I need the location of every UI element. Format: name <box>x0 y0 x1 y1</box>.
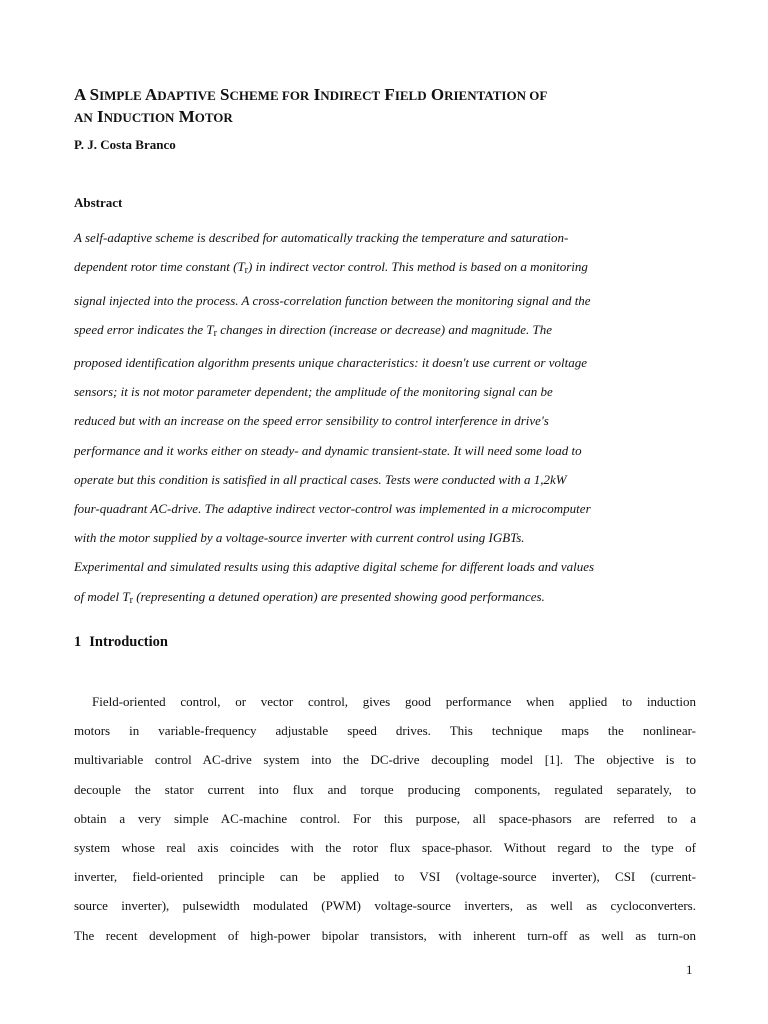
intro-line: motors in variable-frequency adjustable speed drives. This technique maps the nonlinear- <box>74 723 696 739</box>
intro-line: obtain a very simple AC-machine control. For this purpose, all space-phasors are referred to a <box>74 810 696 826</box>
intro-line: Field-oriented control, or vector control, gives good performance when applied to induction <box>92 694 696 709</box>
paper-title: A SIMPLE ADAPTIVE SCHEME FOR INDIRECT FIELD ORIENTATION OF AN INDUCTION MOTOR <box>74 85 548 126</box>
author-name: P. J. Costa Branco <box>74 137 176 152</box>
abstract-line: operate but this condition is satisfied in all practical cases. Tests were conducted with a 1,2kW <box>74 471 567 487</box>
section-heading-introduction <box>74 634 168 651</box>
intro-line: source inverter), pulsewidth modulated (PWM) voltage-source inverters, as well as cycloconverters. <box>74 898 696 914</box>
abstract-line: sensors; it is not motor parameter dependent; the amplitude of the monitoring signal can be <box>74 384 553 400</box>
abstract-line: Experimental and simulated results using this adaptive digital scheme for different loads and values <box>74 559 595 575</box>
abstract-line: four-quadrant AC-drive. The adaptive indirect vector-control was implemented in a microcomputer <box>74 501 591 517</box>
page-number: 1 <box>686 962 693 977</box>
rotor-time-constant-symbol: $T_r$ <box>206 321 217 339</box>
section-title: Introduction <box>89 634 168 650</box>
introduction-paragraph <box>74 687 696 950</box>
abstract-line: dependent rotor time constant $(T_r)$ in indirect vector control. This method is based on a monitoring <box>74 259 588 277</box>
section-number: 1 <box>74 634 82 650</box>
rotor-time-constant-symbol: $T_r$ <box>122 588 133 606</box>
intro-line: inverter, field-oriented principle can be applied to VSI (voltage-source inverter), CSI (current- <box>74 869 696 885</box>
abstract-line: A self-adaptive scheme is described for automatically tracking the temperature and saturation- <box>74 230 569 246</box>
intro-line: multivariable control AC-drive system into the DC-drive decoupling model [1]. The objective is to <box>74 752 696 768</box>
abstract-line: of model $T_r$ (representing a detuned operation) are presented showing good performances. <box>74 588 545 606</box>
abstract-heading: Abstract <box>74 195 123 210</box>
abstract-line: with the motor supplied by a voltage-source inverter with current control using IGBTs. <box>74 530 525 546</box>
abstract-line: performance and it works either on steady- and dynamic transient-state. It will need some load to <box>74 442 582 458</box>
rotor-time-constant-symbol: $T_r$ <box>237 259 249 277</box>
abstract-line: proposed identification algorithm presents unique characteristics: it doesn't use current or voltage <box>74 355 587 371</box>
abstract-line: speed error indicates the $T_r$ changes in direction (increase or decrease) and magnitude. The <box>74 321 553 339</box>
intro-line: decouple the stator current into flux and torque producing components, regulated separately, to <box>74 781 696 797</box>
abstract-line: reduced but with an increase on the speed error sensibility to control interference in drive's <box>74 413 549 429</box>
intro-line: The recent development of high-power bipolar transistors, with inherent turn-off as well as turn-on <box>74 927 696 943</box>
abstract-body <box>74 194 696 615</box>
abstract-line: signal injected into the process. A cross-correlation function between the monitoring signal and the <box>74 292 591 308</box>
intro-line: system whose real axis coincides with the rotor flux space-phasor. Without regard to the type of <box>74 840 696 856</box>
